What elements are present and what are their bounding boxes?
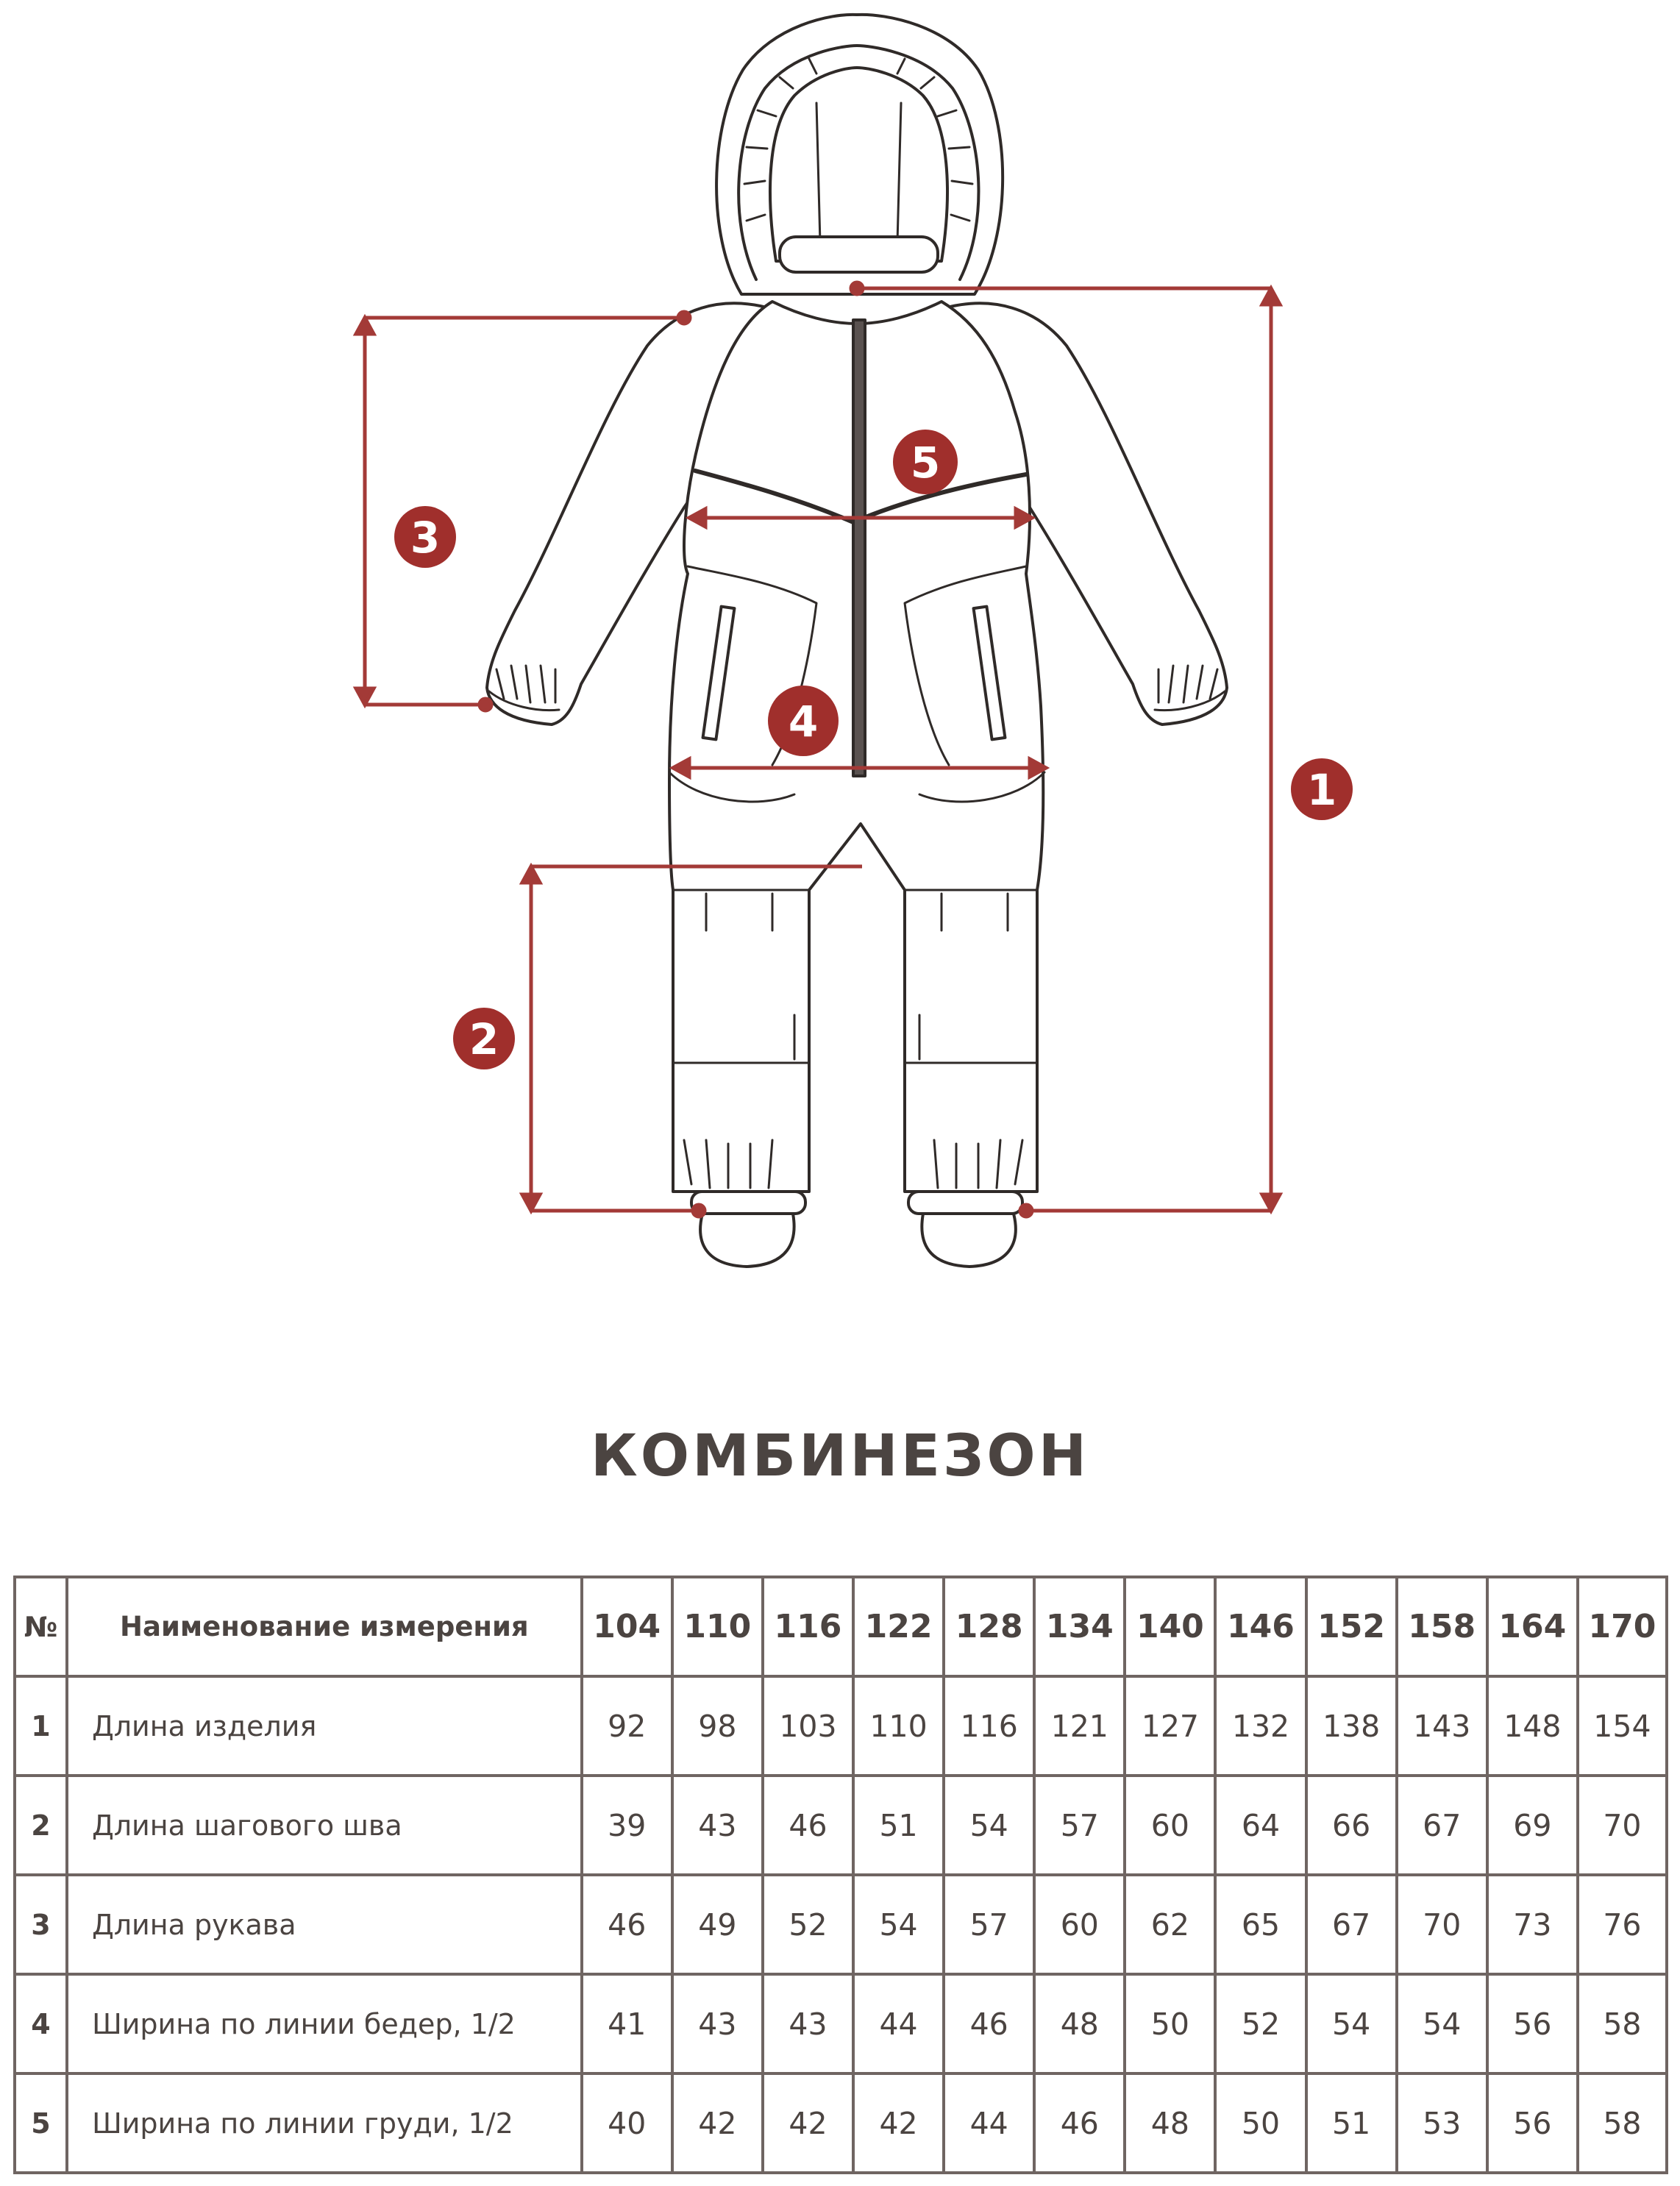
value-cell: 52 (763, 1875, 853, 1974)
value-cell: 46 (944, 1974, 1034, 2073)
front-zipper (853, 320, 865, 776)
value-cell: 67 (1306, 1875, 1397, 1974)
value-cell: 57 (944, 1875, 1034, 1974)
value-cell: 48 (1034, 1974, 1125, 2073)
value-cell: 54 (1306, 1974, 1397, 2073)
value-cell: 48 (1125, 2073, 1215, 2173)
value-cell: 42 (672, 2073, 763, 2173)
value-cell: 53 (1397, 2073, 1487, 2173)
value-cell: 66 (1306, 1776, 1397, 1875)
value-cell: 73 (1487, 1875, 1578, 1974)
value-cell: 57 (1034, 1776, 1125, 1875)
header-measurement-name: Наименование измерения (67, 1577, 582, 1676)
measure-1-arrow-top (1262, 288, 1280, 305)
value-cell: 148 (1487, 1676, 1578, 1776)
value-cell: 70 (1578, 1776, 1667, 1875)
value-cell: 46 (1034, 2073, 1125, 2173)
header-size: 164 (1487, 1577, 1578, 1676)
measure-3-arrow-bottom (356, 688, 374, 705)
table-header-row (15, 1577, 1667, 1676)
measurement-name: Длина шагового шва (67, 1776, 582, 1875)
value-cell: 62 (1125, 1875, 1215, 1974)
value-cell: 127 (1125, 1676, 1215, 1776)
measure-2-endpoint (693, 1205, 705, 1217)
value-cell: 116 (944, 1676, 1034, 1776)
left-foot-strap (700, 1214, 794, 1267)
header-size: 128 (944, 1577, 1034, 1676)
marker-5-label: 5 (910, 438, 941, 488)
measure-2-arrow-top (522, 866, 540, 883)
header-size: 146 (1215, 1577, 1306, 1676)
table-row (15, 1776, 1667, 1875)
header-size: 110 (672, 1577, 763, 1676)
row-number: 2 (15, 1776, 67, 1875)
table-row (15, 2073, 1667, 2173)
value-cell: 69 (1487, 1776, 1578, 1875)
value-cell: 98 (672, 1676, 763, 1776)
value-cell: 110 (853, 1676, 944, 1776)
value-cell: 70 (1397, 1875, 1487, 1974)
size-table (13, 1576, 1668, 2174)
value-cell: 42 (763, 2073, 853, 2173)
page-title: КОМБИНЕЗОН (591, 1423, 1089, 1489)
header-size: 152 (1306, 1577, 1397, 1676)
row-number: 1 (15, 1676, 67, 1776)
value-cell: 138 (1306, 1676, 1397, 1776)
value-cell: 65 (1215, 1875, 1306, 1974)
measurement-name: Длина изделия (67, 1676, 582, 1776)
value-cell: 132 (1215, 1676, 1306, 1776)
header-size: 170 (1578, 1577, 1667, 1676)
marker-2-label: 2 (469, 1014, 499, 1064)
marker-3-label: 3 (410, 513, 441, 563)
row-number: 5 (15, 2073, 67, 2173)
measurement-name: Ширина по линии бедер, 1/2 (67, 1974, 582, 2073)
value-cell: 56 (1487, 1974, 1578, 2073)
value-cell: 46 (763, 1776, 853, 1875)
measure-1-endpoint (1020, 1205, 1032, 1217)
measurement-name: Длина рукава (67, 1875, 582, 1974)
value-cell: 58 (1578, 1974, 1667, 2073)
header-size: 104 (582, 1577, 672, 1676)
header-size: 134 (1034, 1577, 1125, 1676)
value-cell: 60 (1125, 1776, 1215, 1875)
value-cell: 51 (1306, 2073, 1397, 2173)
value-cell: 67 (1397, 1776, 1487, 1875)
measure-1-startpoint (851, 282, 863, 294)
hood-visor (780, 237, 938, 272)
table-row (15, 1875, 1667, 1974)
jumpsuit-drawing (487, 15, 1227, 1267)
table-row (15, 1974, 1667, 2073)
table-row (15, 1676, 1667, 1776)
value-cell: 39 (582, 1776, 672, 1875)
value-cell: 43 (672, 1974, 763, 2073)
value-cell: 103 (763, 1676, 853, 1776)
value-cell: 46 (582, 1875, 672, 1974)
value-cell: 121 (1034, 1676, 1125, 1776)
marker-4-label: 4 (788, 697, 819, 747)
measure-3-bottom-point (480, 699, 491, 711)
value-cell: 44 (853, 1974, 944, 2073)
value-cell: 50 (1215, 2073, 1306, 2173)
measure-3-top-point (678, 312, 690, 324)
value-cell: 49 (672, 1875, 763, 1974)
marker-1-label: 1 (1306, 765, 1337, 815)
value-cell: 43 (672, 1776, 763, 1875)
measurement-name: Ширина по линии груди, 1/2 (67, 2073, 582, 2173)
right-foot-strap (922, 1214, 1015, 1267)
measure-1-arrow-bottom (1262, 1195, 1280, 1211)
measure-2-arrow-bottom (522, 1195, 540, 1211)
value-cell: 43 (763, 1974, 853, 2073)
value-cell: 51 (853, 1776, 944, 1875)
row-number: 4 (15, 1974, 67, 2073)
value-cell: 154 (1578, 1676, 1667, 1776)
value-cell: 64 (1215, 1776, 1306, 1875)
value-cell: 40 (582, 2073, 672, 2173)
value-cell: 41 (582, 1974, 672, 2073)
value-cell: 42 (853, 2073, 944, 2173)
value-cell: 54 (1397, 1974, 1487, 2073)
value-cell: 44 (944, 2073, 1034, 2173)
row-number: 3 (15, 1875, 67, 1974)
value-cell: 143 (1397, 1676, 1487, 1776)
header-size: 140 (1125, 1577, 1215, 1676)
value-cell: 54 (944, 1776, 1034, 1875)
value-cell: 50 (1125, 1974, 1215, 2073)
value-cell: 76 (1578, 1875, 1667, 1974)
left-leg-band (691, 1192, 805, 1214)
right-leg-band (908, 1192, 1022, 1214)
value-cell: 52 (1215, 1974, 1306, 2073)
value-cell: 60 (1034, 1875, 1125, 1974)
measure-3-arrow-top (356, 318, 374, 334)
hood-inner (770, 68, 947, 261)
value-cell: 54 (853, 1875, 944, 1974)
header-number: № (15, 1577, 67, 1676)
header-size: 122 (853, 1577, 944, 1676)
value-cell: 58 (1578, 2073, 1667, 2173)
header-size: 116 (763, 1577, 853, 1676)
value-cell: 92 (582, 1676, 672, 1776)
value-cell: 56 (1487, 2073, 1578, 2173)
header-size: 158 (1397, 1577, 1487, 1676)
